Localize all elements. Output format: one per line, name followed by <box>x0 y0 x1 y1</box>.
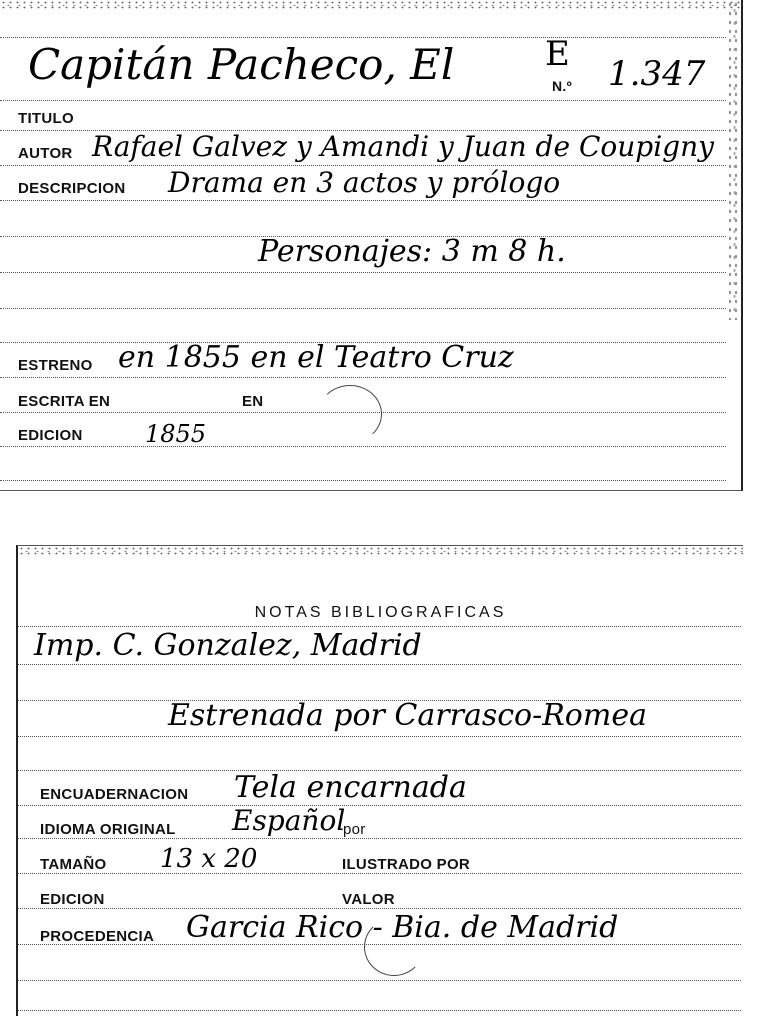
catalog-card-back <box>16 545 743 1016</box>
ruled-line <box>18 1010 741 1011</box>
valor-label: VALOR <box>342 891 395 908</box>
note-line-1: Imp. C. Gonzalez, Madrid <box>34 628 422 663</box>
estreno-label: ESTRENO <box>18 357 93 374</box>
catalog-card-front <box>0 0 743 491</box>
ruled-line <box>0 446 726 447</box>
ilustrado-por-label: ILUSTRADO POR <box>342 856 471 873</box>
ruled-line <box>18 980 741 981</box>
title-value: Capitán Pacheco, El <box>28 40 455 89</box>
ruled-line <box>18 908 741 909</box>
autor-label: AUTOR <box>18 145 73 162</box>
ruled-line <box>18 805 741 806</box>
ruled-line <box>0 480 726 481</box>
card-side-speckle <box>727 0 741 320</box>
ruled-line <box>18 838 741 839</box>
ruled-line <box>18 736 741 737</box>
ruled-line <box>0 272 726 273</box>
mark-letter: E <box>545 34 570 74</box>
procedencia-value: Garcia Rico - Bia. de Madrid <box>186 910 619 945</box>
edicion-label: EDICION <box>18 427 83 444</box>
escrita-en-label: ESCRITA EN <box>18 393 111 410</box>
estreno-value: en 1855 en el Teatro Cruz <box>118 340 514 375</box>
por-label: por <box>343 821 366 838</box>
ruled-line <box>0 200 726 201</box>
titulo-label: TITULO <box>18 110 74 127</box>
procedencia-label: PROCEDENCIA <box>40 928 155 945</box>
ruled-line <box>0 37 726 38</box>
idioma-original-value: Español <box>232 804 346 837</box>
note-line-2: Estrenada por Carrasco-Romea <box>168 698 647 733</box>
encuadernacion-label: ENCUADERNACION <box>40 786 189 803</box>
edicion-label-back: EDICION <box>40 891 105 908</box>
ruled-line <box>18 664 741 665</box>
card-edge-speckle <box>18 546 743 556</box>
tamano-label: TAMAÑO <box>40 856 107 873</box>
ruled-line <box>18 873 741 874</box>
notes-heading: NOTAS BIBLIOGRAFICAS <box>254 604 507 621</box>
en-label: EN <box>242 393 264 410</box>
idioma-original-label: IDIOMA ORIGINAL <box>40 821 176 838</box>
ruled-line <box>0 377 726 378</box>
tamano-value: 13 x 20 <box>160 844 258 874</box>
personajes-value: Personajes: 3 m 8 h. <box>258 234 566 269</box>
ruled-line <box>0 308 726 309</box>
library-stamp <box>364 918 424 976</box>
library-stamp <box>318 385 382 443</box>
autor-value: Rafael Galvez y Amandi y Juan de Coupigny <box>92 130 714 163</box>
card-edge-speckle <box>0 0 741 10</box>
ruled-line <box>0 100 726 101</box>
number-label: N.º <box>552 78 573 94</box>
descripcion-value: Drama en 3 actos y prólogo <box>168 166 561 199</box>
descripcion-label: DESCRIPCION <box>18 180 126 197</box>
encuadernacion-value: Tela encarnada <box>234 770 467 805</box>
catalog-number: 1.347 <box>608 54 706 94</box>
edicion-value: 1855 <box>145 420 207 448</box>
ruled-line <box>18 626 741 627</box>
